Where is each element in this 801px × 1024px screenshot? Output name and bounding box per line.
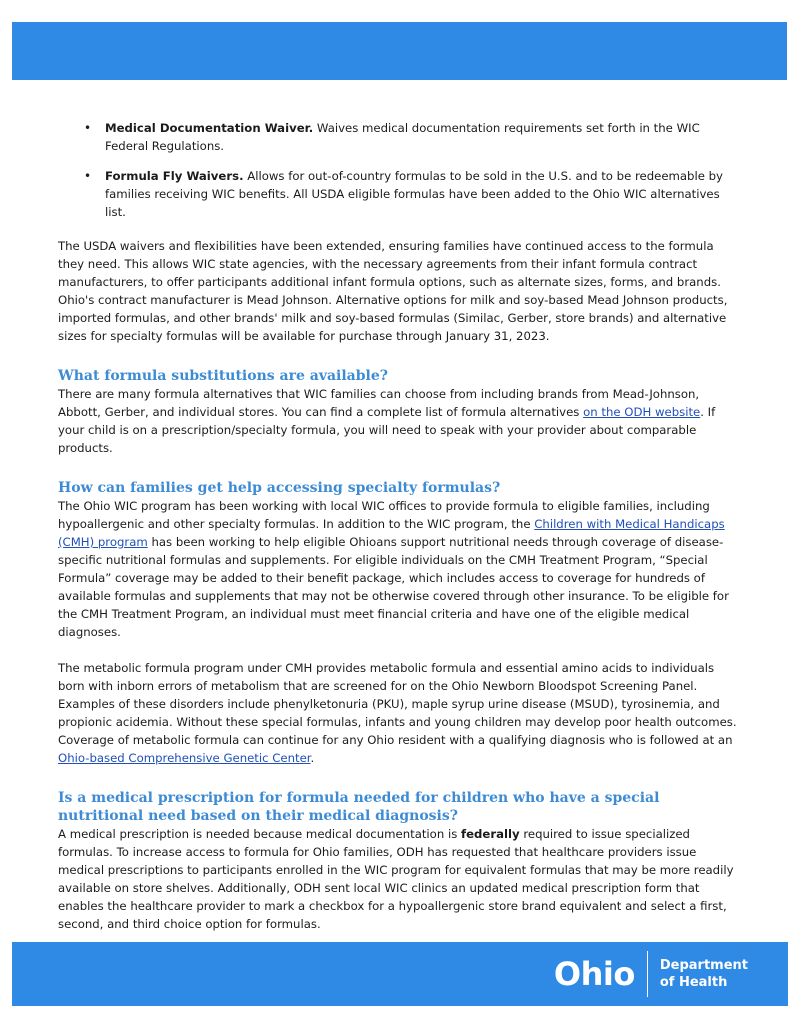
text-run: The metabolic formula program under CMH provides metabolic formula and essential amino acids to individuals born with inborn errors of metabolism that are screened for on the Ohio Newborn Bloodspot Screening Panel. Examples of these disorders include phenylketonuria (PKU), maple syrup urine disease (MSUD), tyrosinemia, and propionic acidemia. Without these special formulas, infants and young children may develop poor health outcomes. Coverage of metabolic formula can continue for any Ohio resident with a qualifying diagnosis who is followed at an xyxy=(58,661,737,747)
list-item xyxy=(58,167,738,221)
list-item xyxy=(58,119,738,155)
metabolic-paragraph xyxy=(58,659,738,767)
specialty-paragraph xyxy=(58,497,738,641)
genetic-center-link[interactable]: Ohio-based Comprehensive Genetic Center xyxy=(58,751,311,765)
text-run: There are many formula alternatives that WIC families can choose from including brands from Mead-Johnson, Abbott, Gerber, and individual stores. You can find a complete list of formula alternatives xyxy=(58,387,700,419)
prescription-paragraph xyxy=(58,825,738,933)
section-heading-specialty: How can families get help accessing specialty formulas? xyxy=(58,480,501,496)
bold-text: federally xyxy=(461,827,520,841)
text-run: . xyxy=(310,751,315,765)
text-run: required to issue specialized formulas. To increase access to formula for Ohio families, ODH has requested that healthcare providers issue medical prescriptions to participants enrolled in the WIC program for equivalent formulas that may be more readily available on store shelves. Additionally, ODH sent local WIC clinics an updated medical prescription form that enables the healthcare provider to mark a checkbox for a hypoallergenic store brand equivalent and select a first, second, and third choice option for formulas. xyxy=(58,827,734,931)
department-line-2: of Health xyxy=(659,975,728,990)
substitutions-paragraph xyxy=(58,385,738,457)
ohio-department-of-health-logo xyxy=(554,948,748,1000)
header-band xyxy=(12,22,787,80)
text-run: A medical prescription is needed because medical documentation is xyxy=(58,827,462,841)
text-run: The Ohio WIC program has been working with local WIC offices to provide formula to eligible families, including hypoallergenic and other specialty formulas. In addition to the WIC program, the xyxy=(58,499,710,531)
bullet-icon: • xyxy=(84,169,92,183)
cmh-program-link[interactable]: Children with Medical Handicaps (CMH) program xyxy=(58,517,725,549)
bullet-icon: • xyxy=(84,121,92,135)
text-run: has been working to help eligible Ohioans support nutritional needs through coverage of disease-specific nutritional formulas and supplements. For eligible individuals on the CMH Treatment Program, “Special Formula” coverage may be added to their benefit package, which includes access to coverage for hundreds of available formulas and supplements that may not be otherwise covered through other insurance. To be eligible for the CMH Treatment Program, an individual must meet financial criteria and have one of the eligible medical diagnoses. xyxy=(58,535,729,639)
ohio-wordmark: Ohio xyxy=(553,955,635,993)
department-line-1: Department xyxy=(659,958,748,973)
text-run: . If your child is on a prescription/specialty formula, you will need to speak with your provider about comparable products. xyxy=(58,405,716,455)
bullet-text: Waives medical documentation requirements set forth in the WIC Federal Regulations. xyxy=(105,121,700,153)
bullet-title: Medical Documentation Waiver. xyxy=(105,121,314,135)
bullet-text: Allows for out-of-country formulas to be sold in the U.S. and to be redeemable by families receiving WIC benefits. All USDA eligible formulas have been added to the Ohio WIC alternatives list. xyxy=(105,169,723,219)
intro-paragraph: The USDA waivers and flexibilities have been extended, ensuring families have continued access to the formula they need. This allows WIC state agencies, with the necessary agreements from their infant formula contract manufacturers, to offer participants additional infant formula options, such as alternate sizes, forms, and brands. Ohio's contract manufacturer is Mead Johnson. Alternative options for milk and soy-based Mead Johnson products, imported formulas, and other brands' milk and soy-based formulas (Similac, Gerber, store brands) and alternative sizes for specialty formulas will be available for purchase through January 31, 2023. xyxy=(58,239,728,343)
waiver-list xyxy=(58,119,738,221)
section-heading-substitutions: What formula substitutions are available? xyxy=(58,368,388,384)
footer-band xyxy=(12,942,788,1006)
department-name xyxy=(660,957,748,991)
document-body xyxy=(58,119,738,951)
bullet-title: Formula Fly Waivers. xyxy=(105,169,244,183)
odh-website-link[interactable]: on the ODH website xyxy=(583,405,701,419)
logo-divider xyxy=(647,951,648,997)
section-heading-prescription: Is a medical prescription for formula needed for children who have a special nutritional need based on their medical diagnosis? xyxy=(58,790,660,824)
